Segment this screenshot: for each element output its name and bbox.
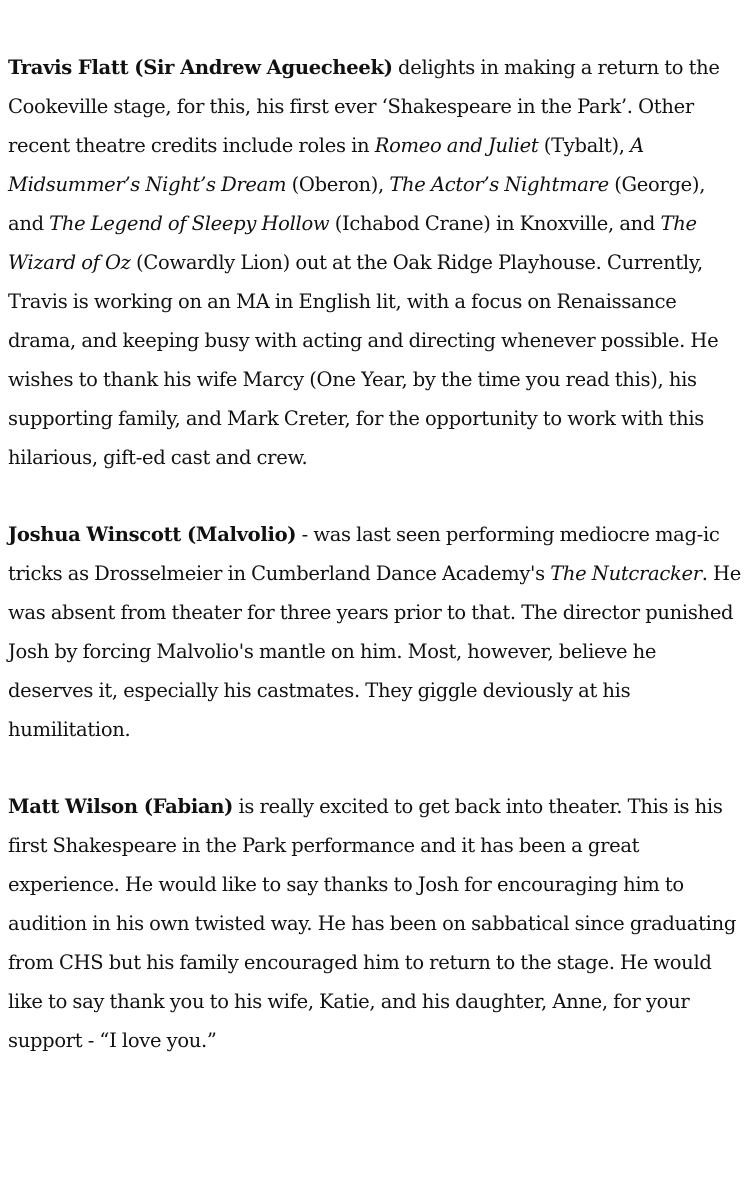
bio-matt-wilson — [8, 787, 746, 1060]
bio-text: (George), and — [8, 173, 706, 235]
bio-joshua-winscott — [8, 515, 746, 749]
play-title: A Midsummer’s Night’s Dream — [8, 134, 644, 196]
bio-name: Matt Wilson (Fabian) — [8, 795, 234, 818]
play-title: The Actor’s Nightmare — [389, 173, 609, 196]
play-title: The Wizard of Oz — [8, 212, 697, 274]
bio-text: (Tybalt), — [538, 134, 631, 157]
bio-name: Travis Flatt (Sir Andrew Aguecheek) — [8, 56, 393, 79]
bio-text: - was last seen performing mediocre mag-ic tricks as Drosselmeier in Cumberland Dance Academy's — [8, 523, 720, 585]
bio-text: (Ichabod Crane) in Knoxville, and — [329, 212, 661, 235]
cast-bios — [8, 48, 746, 1098]
play-title: The Nutcracker — [550, 562, 702, 585]
bio-text: (Oberon), — [286, 173, 390, 196]
bio-travis-flatt — [8, 48, 746, 477]
play-title: The Legend of Sleepy Hollow — [49, 212, 330, 235]
bio-name: Joshua Winscott (Malvolio) — [8, 523, 297, 546]
play-title: Romeo and Juliet — [374, 134, 539, 157]
bio-text: is really excited to get back into theater. This is his first Shakespeare in the Park performance and it has been a great experience. He would like to say thanks to Josh for encouraging him to audition in his own twisted way. He has been on sabbatical since graduating from CHS but his family encouraged him to return to the stage. He would like to say thank you to his wife, Katie, and his daughter, Anne, for your support - “I love you.” — [8, 795, 737, 1052]
bio-text: (Cowardly Lion) out at the Oak Ridge Playhouse. Currently, Travis is working on an MA in English lit, with a focus on Renaissance drama, and keeping busy with acting and directing whenever possible. He wishes to thank his wife Marcy (One Year, by the time you read this), his supporting family, and Mark Creter, for the opportunity to work with this hilarious, gift-ed cast and crew. — [8, 251, 719, 469]
bio-text: delights in making a return to the Cookeville stage, for this, his first ever ‘Shakespeare in the Park’. Other recent theatre credits include roles in — [8, 56, 720, 157]
bio-text: . He was absent from theater for three years prior to that. The director punished Josh by forcing Malvolio's mantle on him. Most, however, believe he deserves it, especially his castmates. They giggle deviously at his humilitation. — [8, 562, 741, 741]
